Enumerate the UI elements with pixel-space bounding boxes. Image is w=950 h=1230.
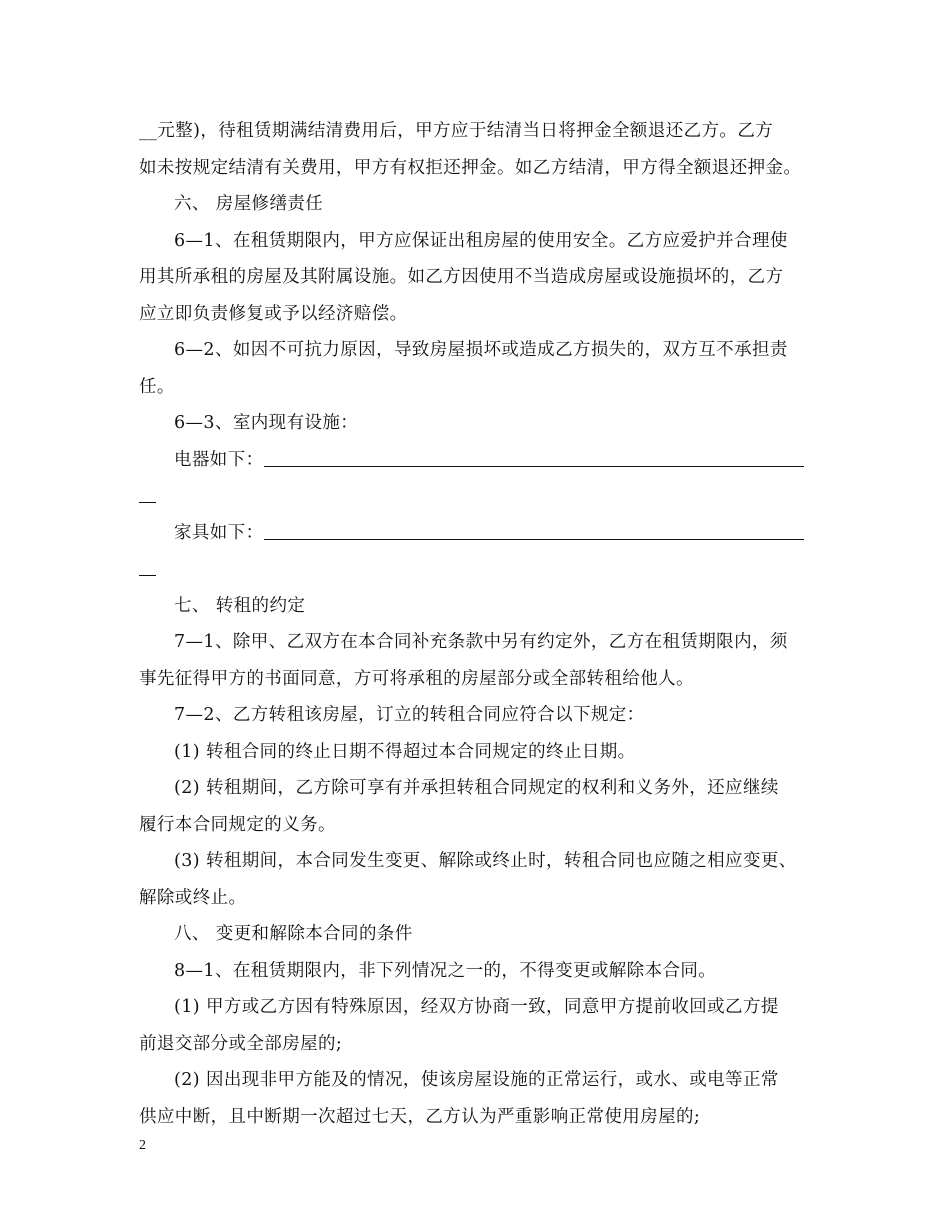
paragraph-line: 如未按规定结清有关费用，甲方有权拒还押金。如乙方结清，甲方得全额退还押金。 [139, 157, 802, 178]
list-item: (2) 因出现非甲方能及的情况，使该房屋设施的正常运行，或水、或电等正常 [174, 1070, 779, 1090]
blank-continuation [139, 483, 815, 520]
blank-continuation [139, 556, 815, 593]
clause-8-1: 8—1、在租赁期限内，非下列情况之一的，不得变更或解除本合同。 [174, 960, 717, 981]
document-body [139, 118, 815, 1140]
list-item: (3) 转租期间，本合同发生变更、解除或终止时，转租合同也应随之相应变更、 [174, 851, 797, 871]
furniture-label: 家具如下： [174, 522, 264, 543]
appliances-blank [264, 447, 804, 467]
paragraph-line: 供应中断，且中断期一次超过七天，乙方认为严重影响正常使用房屋的; [139, 1106, 701, 1127]
section-heading-6: 六、 房屋修缮责任 [174, 194, 324, 214]
paragraph-line: __元整)，待租赁期满结清费用后，甲方应于结清当日将押金全额退还乙方。乙方 [139, 121, 774, 141]
furniture-blank [264, 520, 804, 540]
section-heading-8: 八、 变更和解除本合同的条件 [174, 924, 413, 944]
appliances-label: 电器如下： [174, 449, 264, 470]
clause-6-2: 6—2、如因不可抗力原因，导致房屋损坏或造成乙方损失的，双方互不承担责 [174, 340, 788, 360]
clause-7-2: 7—2、乙方转租该房屋，订立的转租合同应符合以下规定： [174, 705, 645, 725]
paragraph-line: 解除或终止。 [139, 887, 247, 908]
furniture-fill-line [139, 520, 815, 557]
list-item: (1) 转租合同的终止日期不得超过本合同规定的终止日期。 [174, 741, 636, 762]
page-number: 2 [139, 1138, 146, 1153]
list-item: (2) 转租期间，乙方除可享有并承担转租合同规定的权利和义务外，还应继续 [174, 778, 779, 798]
paragraph-line: 履行本合同规定的义务。 [139, 814, 336, 835]
paragraph-line: 事先征得甲方的书面同意，方可将承租的房屋部分或全部转租给他人。 [139, 668, 694, 689]
paragraph-line: 前退交部分或全部房屋的; [139, 1033, 343, 1054]
clause-7-1: 7—1、除甲、乙双方在本合同补充条款中另有约定外，乙方在租赁期限内，须 [174, 632, 788, 652]
appliances-fill-line [139, 447, 815, 484]
clause-6-1: 6—1、在租赁期限内，甲方应保证出租房屋的使用安全。乙方应爱护并合理使 [174, 230, 788, 251]
paragraph-line: 用其所承租的房屋及其附属设施。如乙方因使用不当造成房屋或设施损坏的，乙方 [139, 267, 784, 287]
blank-dash [139, 483, 156, 503]
clause-6-3: 6—3、室内现有设施： [174, 413, 359, 433]
section-heading-7: 七、 转租的约定 [174, 595, 306, 616]
paragraph-line: 任。 [139, 376, 175, 397]
blank-dash [139, 556, 156, 576]
list-item: (1) 甲方或乙方因有特殊原因，经双方协商一致，同意甲方提前收回或乙方提 [174, 997, 779, 1017]
paragraph-line: 应立即负责修复或予以经济赔偿。 [139, 303, 408, 324]
